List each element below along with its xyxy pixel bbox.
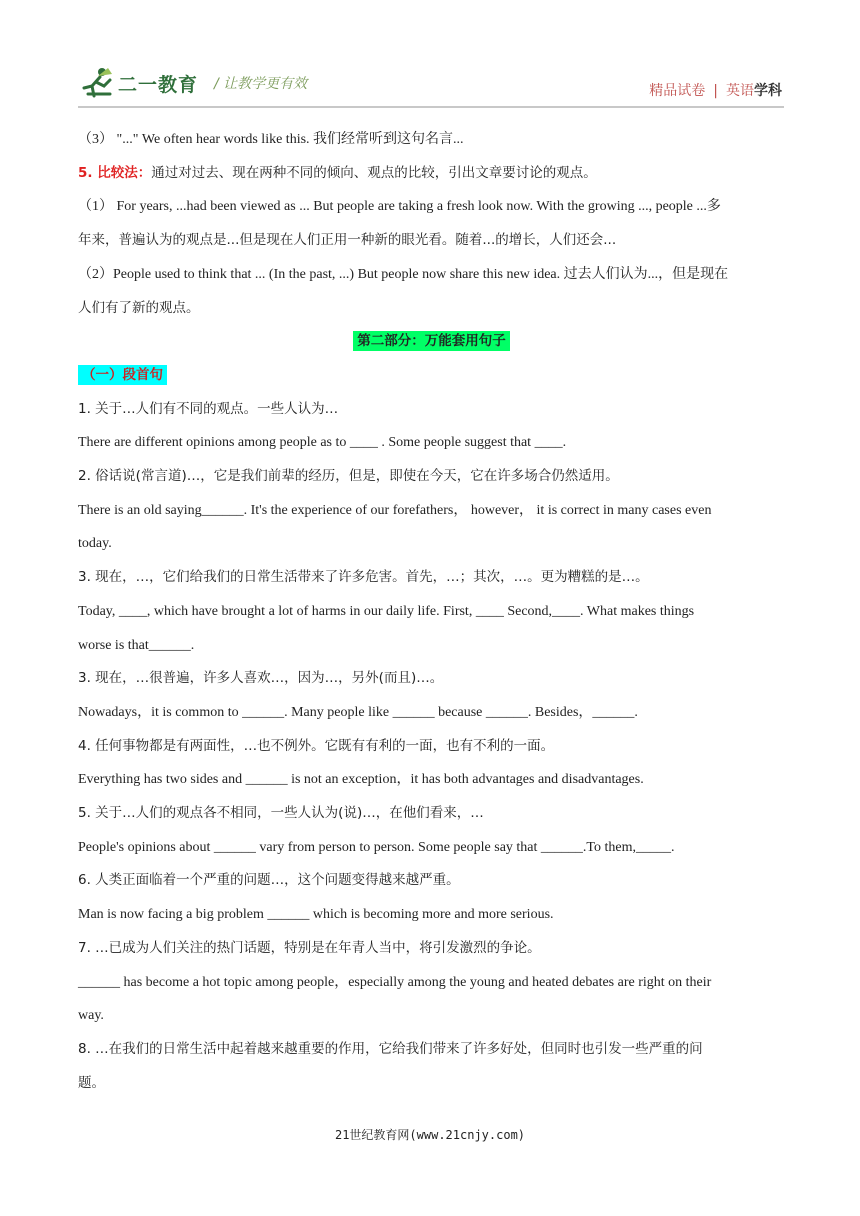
item-line-en: There is an old saying______. It's the experience of our forefathers， however， it is correct in many cases even xyxy=(78,502,712,518)
item-line-zh: 4. 任何事物都是有两面性，…也不例外。它既有有利的一面，也有不利的一面。 xyxy=(78,737,555,754)
item-line-en: worse is that______. xyxy=(78,637,195,653)
page-footer: 21世纪教育网(www.21cnjy.com) xyxy=(334,1128,526,1142)
header-tag-separator: | xyxy=(713,83,718,99)
header-tag xyxy=(649,80,782,100)
header-divider xyxy=(78,106,784,108)
item-line-en: Today, ____, which have brought a lot of harms in our daily life. First, ____ Second,____. What makes things xyxy=(78,603,695,619)
item-line-en: Everything has two sides and ______ is not an exception，it has both advantages and disadvantages. xyxy=(78,772,644,788)
item-line-en: today. xyxy=(78,536,112,552)
brand-slogan: / 让教学更有效 xyxy=(214,76,308,92)
item-line-zh: 6. 人类正面临着一个严重的问题…，这个问题变得越来越严重。 xyxy=(78,872,460,889)
logo xyxy=(80,66,307,100)
item-line-en: Man is now facing a big problem ______ which is becoming more and more serious. xyxy=(78,907,554,923)
item-line-zh: 7. …已成为人们关注的热门话题，特别是在年青人当中，将引发激烈的争论。 xyxy=(78,939,541,956)
section-title: 第二部分：万能套用句子 xyxy=(353,331,510,351)
item-line-en: way. xyxy=(78,1008,104,1024)
subsection-title-line xyxy=(78,359,785,393)
runner-logo-icon xyxy=(80,66,114,100)
subsection-title: （一）段首句 xyxy=(78,365,167,385)
text-line: （2）People used to think that ... (In the past, ...) But people now share this new idea. 过去人们认为...，但是现在 xyxy=(78,266,729,282)
header-tag-label-2b: 学科 xyxy=(754,83,782,99)
text-line: 年来，普遍认为的观点是...但是现在人们正用一种新的眼光看。随着...的增长，人们还会... xyxy=(78,232,617,249)
item-line-zh: 8. …在我们的日常生活中起着越来越重要的作用，它给我们带来了许多好处，但同时也引发一些严重的问 xyxy=(78,1040,703,1057)
item-line-en: Nowadays，it is common to ______. Many people like ______ because ______. Besides，______. xyxy=(78,704,638,720)
item-line-zh: 2. 俗话说(常言道)…，它是我们前辈的经历，但是，即使在今天，它在许多场合仍然适用。 xyxy=(78,468,619,485)
section-title-line xyxy=(78,325,785,359)
method-5-label: 5. 比较法： xyxy=(78,164,152,181)
text-line: 人们有了新的观点。 xyxy=(78,299,200,316)
item-line-en: There are different opinions among people as to ____ . Some people suggest that ____. xyxy=(78,435,567,451)
item-line-en: People's opinions about ______ vary from person to person. Some people say that ______.To them,_____. xyxy=(78,839,675,855)
method-5-line xyxy=(78,157,785,191)
header-tag-label-2a: 英语 xyxy=(726,83,754,99)
item-line-zh: 5. 关于…人们的观点各不相同，一些人认为(说)…，在他们看来，… xyxy=(78,805,484,822)
text-line: （1） For years, ...had been viewed as ... But people are taking a fresh look now. With the growing ..., people ...多 xyxy=(78,199,721,215)
document-body xyxy=(78,123,785,1100)
item-line-zh: 3. 现在，…很普遍，许多人喜欢…，因为…，另外(而且)…。 xyxy=(78,670,444,687)
item-line-zh: 1. 关于…人们有不同的观点。一些人认为… xyxy=(78,400,339,417)
item-line-zh: 3. 现在，…，它们给我们的日常生活带来了许多危害。首先，…；其次，…。更为糟糕的是…。 xyxy=(78,569,649,586)
method-5-text: 通过对过去、现在两种不同的倾向、观点的比较，引出文章要讨论的观点。 xyxy=(151,164,597,181)
brand-name: 二一教育 xyxy=(118,73,199,96)
header-tag-label-1: 精品试卷 xyxy=(649,83,706,99)
item-line-zh: 题。 xyxy=(78,1074,105,1091)
text-line: （3） "..." We often hear words like this. 我们经常听到这句名言... xyxy=(78,132,464,147)
item-line-en: ______ has become a hot topic among people，especially among the young and heated debates are right on their xyxy=(78,974,712,990)
page-header xyxy=(0,0,860,120)
